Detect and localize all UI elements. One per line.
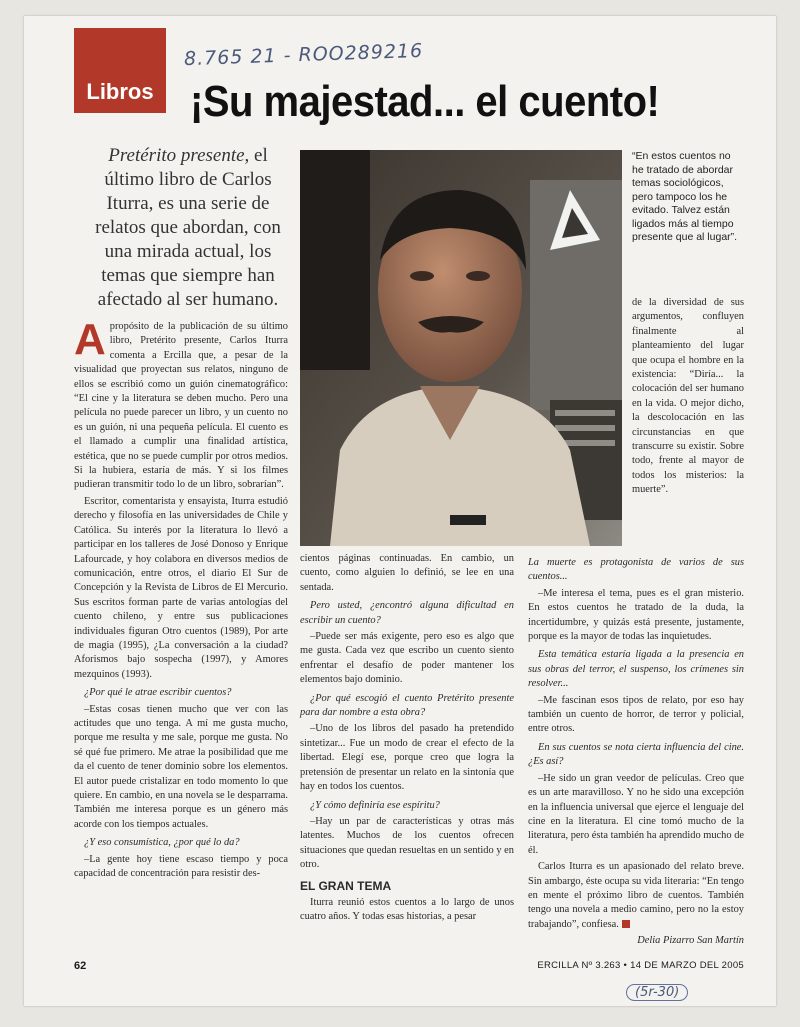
interview-question: En sus cuentos se nota cierta influencia del cine. ¿Es así? bbox=[528, 741, 744, 768]
column-right bbox=[528, 552, 744, 949]
dek-book-title: Pretérito presente bbox=[108, 145, 245, 166]
end-mark-icon bbox=[622, 920, 630, 928]
dek bbox=[88, 144, 288, 312]
interview-answer: –Me fascinan esos tipos de relato, por eso hay también un cuento de horror, de terror y policial, entre otros. bbox=[528, 694, 744, 735]
section-tag bbox=[74, 28, 166, 113]
paragraph: Iturra reunió estos cuentos a lo largo de unos cuatro años. Y todas esas historias, a pesar bbox=[300, 896, 514, 923]
author-signature: Delia Pizarro San Martín bbox=[637, 935, 744, 947]
paragraph: Escritor, comentarista y ensayista, Iturra estudió derecho y filosofía en las universidades de Chile y Católica. Su interés por la literatura lo llevó a participar en los talleres de José Donoso y Enrique Lafourcade, y hoy colabora en diversos medios de comunicación, entre otros, el diario El Sur de Concepción y la Revista de Libros de El Mercurio. Sus escritos forman parte de varias antologías del cuento chileno, y entre sus publicaciones individuales figuran Otro cuentos (1989), Por arte de magia (1995), ¿La conversación a la ciudad? Aforismos bajo sospecha (1997), y Amores mezquinos (1993). bbox=[74, 495, 288, 680]
closing-paragraph-text: Carlos Iturra es un apasionado del relato breve. Sin ambargo, éste ocupa su vida literaria: “En tengo en mente el próximo libro de cuentos. También tengo una novela a medio camino, pero no la estoy trabajando”, confiesa. bbox=[528, 861, 744, 930]
paragraph: cientos páginas continuadas. En cambio, un cuento, como alguien lo definió, se lee en una sentada. bbox=[300, 553, 514, 593]
interview-answer: –Estas cosas tienen mucho que ver con las actitudes que uno tenga. A mí me gusta mucho, porque me resulta y me sale, porque me gusta. No sé qué fue primero. Me atrae la posibilidad que me da el cuento de tener dominio sobre los elementos. El autor puede cristalizar en todo momento lo que quiere. En cambio, en una novela se le desparrama. También me interesa porque es un género más acorde con los tiempos actuales. bbox=[74, 703, 288, 830]
handwritten-catalog-note: 8.765 21 - ROO289216 bbox=[183, 39, 424, 71]
headline: ¡Su majestad... el cuento! bbox=[190, 78, 660, 126]
drop-cap: A bbox=[74, 315, 106, 364]
section-label: Libros bbox=[86, 79, 154, 104]
paragraph-lead-text: propósito de la publicación de su último libro, Pretérito presente, Carlos Iturra comenta a Ercilla que, a pesar de la visualidad que proyectan sus relatos, ninguno de ellos se escribió como un guión cinematográfico: “El cine y la literatura se deben mucho. Pero una película no puede parecer un libro, y un cuento no es un guión, ni una pequeña película. El cuento es el llamado a cumplir una finalidad artística, estética, que no se puede cumplir por otros medios. Si la hubiera, estaría de más. Y si los filmes pudieran transmitir todo lo de un libro, sobrarían”. bbox=[74, 321, 288, 491]
interview-question: Pero usted, ¿encontró alguna dificultad en escribir un cuento? bbox=[300, 600, 514, 626]
interview-answer: –Hay un par de características y otras más latentes. Muchos de los cuentos ofrecen situaciones que quedan resueltas en un sentido y en otro. bbox=[300, 815, 514, 871]
archive-stamp: (5r-30) bbox=[626, 984, 688, 1001]
paragraph-lead bbox=[74, 315, 288, 493]
portrait-photo bbox=[300, 150, 622, 546]
pull-quote: “En estos cuentos no he tratado de abordar temas sociológicos, pero tampoco los he evitado. Talvez están ligados más al tiempo presente que al lugar”. bbox=[632, 150, 738, 243]
interview-answer: –He sido un gran veedor de películas. Creo que es un arte maravilloso. Y no he sido una excepción en la influencia universal que ejerce el lenguaje del cine en la literatura. El cine tomó mucho de la literatura, pero ésta también ha aprendido mucho de él. bbox=[528, 772, 744, 856]
photo-caption: La muerte es protagonista de varios de sus cuentos... bbox=[528, 557, 744, 583]
author-photo bbox=[300, 150, 622, 546]
paragraph bbox=[528, 860, 744, 932]
interview-answer: –Uno de los libros del pasado ha pretendido sintetizar... Fue un modo de crear el efecto de la libertad. Elegí ese, porque creo que logra la pretensión de presentar un relato en la sintonía que hay en todos los cuentos. bbox=[300, 723, 514, 793]
column-left bbox=[74, 315, 288, 883]
interview-question: Esta temática estaría ligada a la presencia en sus obras del terror, el suspenso, los crímenes sin resolver... bbox=[528, 649, 744, 690]
column-middle bbox=[300, 552, 514, 927]
interview-question: ¿Y cómo definiría ese espíritu? bbox=[310, 799, 440, 811]
interview-question: ¿Por qué escogió el cuento Pretérito presente para dar nombre a esta obra? bbox=[300, 692, 514, 719]
column-right-top bbox=[632, 296, 744, 500]
interview-question: ¿Y eso consumística, ¿por qué lo da? bbox=[84, 837, 240, 849]
subhead: EL GRAN TEMA bbox=[300, 878, 392, 893]
interview-answer: –Me interesa el tema, pues es el gran misterio. En estos cuentos he tratado de la duda, la incertidumbre, y quizás está presente, justamente, porque es la mayor de todas las inquietudes. bbox=[528, 587, 744, 643]
issue-line: ERCILLA Nº 3.263 • 14 DE MARZO DEL 2005 bbox=[537, 960, 744, 971]
paragraph: de la diversidad de sus argumentos, confluyen finalmente al planteamiento del lugar que ocupa el hombre en la existencia: “Diría... la colocación del ser humano en la vida. O mejor dicho, la descolocación en las circunstancias en que transcurre su existir. Sobre todo, frente al mayor de todos los misterios: la muerte”. bbox=[632, 297, 744, 496]
magazine-page bbox=[24, 16, 776, 1006]
dek-text: , el último libro de Carlos Iturra, es una serie de relatos que abordan, con una mirada actual, los temas que siempre han afectado al ser humano. bbox=[95, 145, 281, 310]
interview-question: ¿Por qué le atrae escribir cuentos? bbox=[84, 687, 232, 699]
interview-answer: –Puede ser más exigente, pero eso es algo que me gusta. Cada vez que escribo un cuento siento enfrentar el desafío de poder mantener los elementos bajo dominio. bbox=[300, 631, 514, 686]
interview-answer: –La gente hoy tiene escaso tiempo y poca capacidad de concentración para resistir des- bbox=[74, 853, 288, 880]
page-number: 62 bbox=[74, 960, 87, 972]
